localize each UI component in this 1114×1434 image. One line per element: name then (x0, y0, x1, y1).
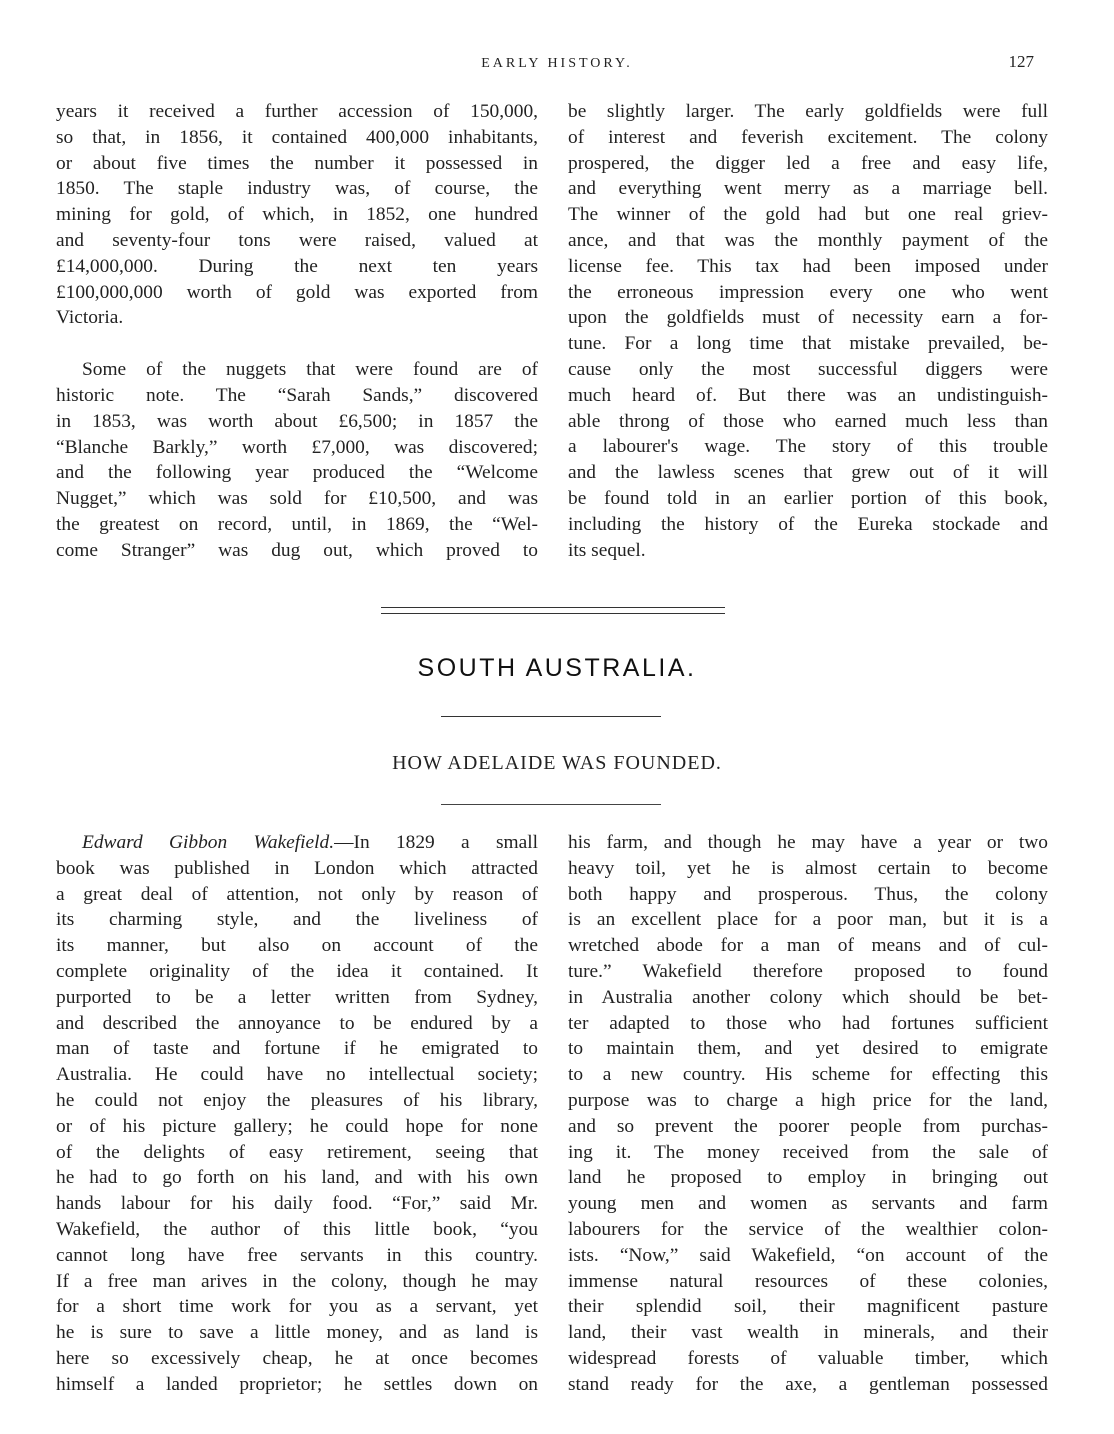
text-line: he could not enjoy the pleasures of his library, (56, 1089, 538, 1111)
text-line: of interest and feverish excitement. The colony (568, 126, 1048, 148)
text-line: the greatest on record, until, in 1869, the “Wel- (56, 513, 538, 535)
text-line: and the following year produced the “Welcome (56, 462, 538, 484)
text-line: tune. For a long time that mistake prevailed, be- (568, 333, 1048, 355)
paragraph-nuggets (56, 357, 538, 563)
text-line: and everything went merry as a marriage bell. (568, 178, 1048, 200)
paragraph-victoria-gold (56, 99, 538, 331)
text-line: of the delights of easy retirement, seeing that (56, 1141, 538, 1163)
text-line: wretched abode for a man of means and of cul- (568, 935, 1048, 957)
text-line: a labourer's wage. The story of this trouble (568, 436, 1048, 458)
text-line: ists. “Now,” said Wakefield, “on account of the (568, 1244, 1048, 1266)
text-line: its sequel. (568, 539, 646, 561)
text-line: come Stranger” was dug out, which proved to (56, 539, 538, 561)
text-line: license fee. This tax had been imposed under (568, 255, 1048, 277)
text-line: £14,000,000. During the next ten years (56, 255, 538, 277)
text-line: able throng of those who earned much less than (568, 410, 1048, 432)
text-line: complete originality of the idea it contained. It (56, 960, 538, 982)
text-line: much heard of. But there was an undistinguish- (568, 384, 1048, 406)
text-line: their splendid soil, their magnificent pasture (568, 1296, 1048, 1318)
text-line: land he proposed to employ in bringing out (568, 1167, 1048, 1189)
text-line: widespread forests of valuable timber, which (568, 1347, 1048, 1369)
text-line: is an excellent place for a poor man, but it is a (568, 909, 1048, 931)
column-bottom-left (56, 830, 538, 1398)
text-line: man of taste and fortune if he emigrated to (56, 1038, 538, 1060)
text-line: heavy toil, yet he is almost certain to become (568, 857, 1048, 879)
text-line: upon the goldfields must of necessity earn a for- (568, 307, 1048, 329)
paragraph-wakefield (56, 830, 538, 1398)
text-line: immense natural resources of these colonies, (568, 1270, 1048, 1292)
text-line: he is sure to save a little money, and as land is (56, 1322, 538, 1344)
text-line: his farm, and though he may have a year or two (568, 832, 1048, 853)
text-line: himself a landed proprietor; he settles down on (56, 1373, 538, 1395)
text-line: book was published in London which attracted (56, 857, 538, 879)
text-line: “Blanche Barkly,” worth £7,000, was discovered; (56, 436, 538, 458)
text-line: its charming style, and the liveliness of (56, 909, 538, 931)
text-line: purpose was to charge a high price for the land, (568, 1089, 1048, 1111)
paragraph-goldfields (568, 99, 1048, 563)
text-line: Wakefield, the author of this little book, “you (56, 1218, 538, 1240)
text-line: If a free man arives in the colony, though he may (56, 1270, 538, 1292)
section-title: SOUTH AUSTRALIA. (417, 654, 697, 682)
text-line: its manner, but also on account of the (56, 935, 538, 957)
text-line: years it received a further accession of 150,000, (56, 101, 538, 122)
paragraph-gap (56, 331, 538, 357)
lead-rest: —In 1829 a small (334, 832, 538, 853)
lead-italic-name: Edward Gibbon Wakefield. (82, 832, 335, 853)
text-line: 1850. The staple industry was, of course, the (56, 178, 538, 200)
text-line: Australia. He could have no intellectual society; (56, 1064, 538, 1086)
column-top-right (568, 99, 1048, 563)
text-line-lead (56, 830, 538, 856)
text-line: Nugget,” which was sold for £10,500, and was (56, 488, 538, 510)
text-line: mining for gold, of which, in 1852, one hundred (56, 204, 538, 226)
text-line: and the lawless scenes that grew out of it will (568, 462, 1048, 484)
text-line: to a new country. His scheme for effecting this (568, 1064, 1048, 1086)
text-line: ter adapted to those who had fortunes sufficient (568, 1012, 1048, 1034)
text-line: cannot long have free servants in this country. (56, 1244, 538, 1266)
text-line: ing it. The money received from the sale of (568, 1141, 1048, 1163)
text-line: stand ready for the axe, a gentleman possessed (568, 1373, 1048, 1395)
text-line: and so prevent the poorer people from purchas- (568, 1115, 1048, 1137)
text-line: ture.” Wakefield therefore proposed to found (568, 960, 1048, 982)
text-line: Victoria. (56, 307, 124, 329)
text-line: he had to go forth on his land, and with his own (56, 1167, 538, 1189)
text-line: young men and women as servants and farm (568, 1193, 1048, 1215)
text-line: so that, in 1856, it contained 400,000 inhabitants, (56, 126, 538, 148)
text-line: purported to be a letter written from Sydney, (56, 986, 538, 1008)
text-line: or of his picture gallery; he could hope for none (56, 1115, 538, 1137)
paragraph-wakefield-continued (568, 830, 1048, 1398)
text-line: ance, and that was the monthly payment of the (568, 229, 1048, 251)
text-line: and seventy-four tons were raised, valued at (56, 229, 538, 251)
text-line: in 1853, was worth about £6,500; in 1857 the (56, 410, 538, 432)
text-line: including the history of the Eureka stockade and (568, 513, 1048, 535)
text-line: here so excessively cheap, he at once becomes (56, 1347, 538, 1369)
text-line: historic note. The “Sarah Sands,” discovered (56, 384, 538, 406)
column-bottom-right (568, 830, 1048, 1398)
page-number: 127 (1008, 52, 1034, 71)
text-line: to maintain them, and yet desired to emigrate (568, 1038, 1048, 1060)
text-line: a great deal of attention, not only by reason of (56, 883, 538, 905)
text-line: be found told in an earlier portion of this book, (568, 487, 1048, 509)
text-line: for a short time work for you as a servant, yet (56, 1296, 538, 1318)
short-rule-divider (441, 716, 661, 717)
text-line: the erroneous impression every one who went (568, 281, 1048, 303)
text-line: hands labour for his daily food. “For,” said Mr. (56, 1193, 538, 1215)
text-line: be slightly larger. The early goldfields were full (568, 101, 1048, 122)
section-subtitle: HOW ADELAIDE WAS FOUNDED. (392, 752, 722, 774)
short-rule-divider-lower (441, 804, 661, 805)
text-line: in Australia another colony which should be bet- (568, 986, 1048, 1008)
column-top-left (56, 99, 538, 564)
running-head: EARLY HISTORY. (481, 56, 633, 71)
text-line: cause only the most successful diggers were (568, 358, 1048, 380)
text-line: land, their vast wealth in minerals, and their (568, 1322, 1048, 1344)
text-line: £100,000,000 worth of gold was exported from (56, 281, 538, 303)
text-line: or about five times the number it possessed in (56, 152, 538, 174)
text-line: The winner of the gold had but one real griev- (568, 204, 1048, 226)
text-line: prospered, the digger led a free and easy life, (568, 152, 1048, 174)
text-line: both happy and prosperous. Thus, the colony (568, 883, 1048, 905)
double-rule-divider (381, 607, 725, 614)
text-line: labourers for the service of the wealthier colon- (568, 1218, 1048, 1240)
text-line: Some of the nuggets that were found are of (82, 359, 538, 381)
text-line: and described the annoyance to be endured by a (56, 1012, 538, 1034)
